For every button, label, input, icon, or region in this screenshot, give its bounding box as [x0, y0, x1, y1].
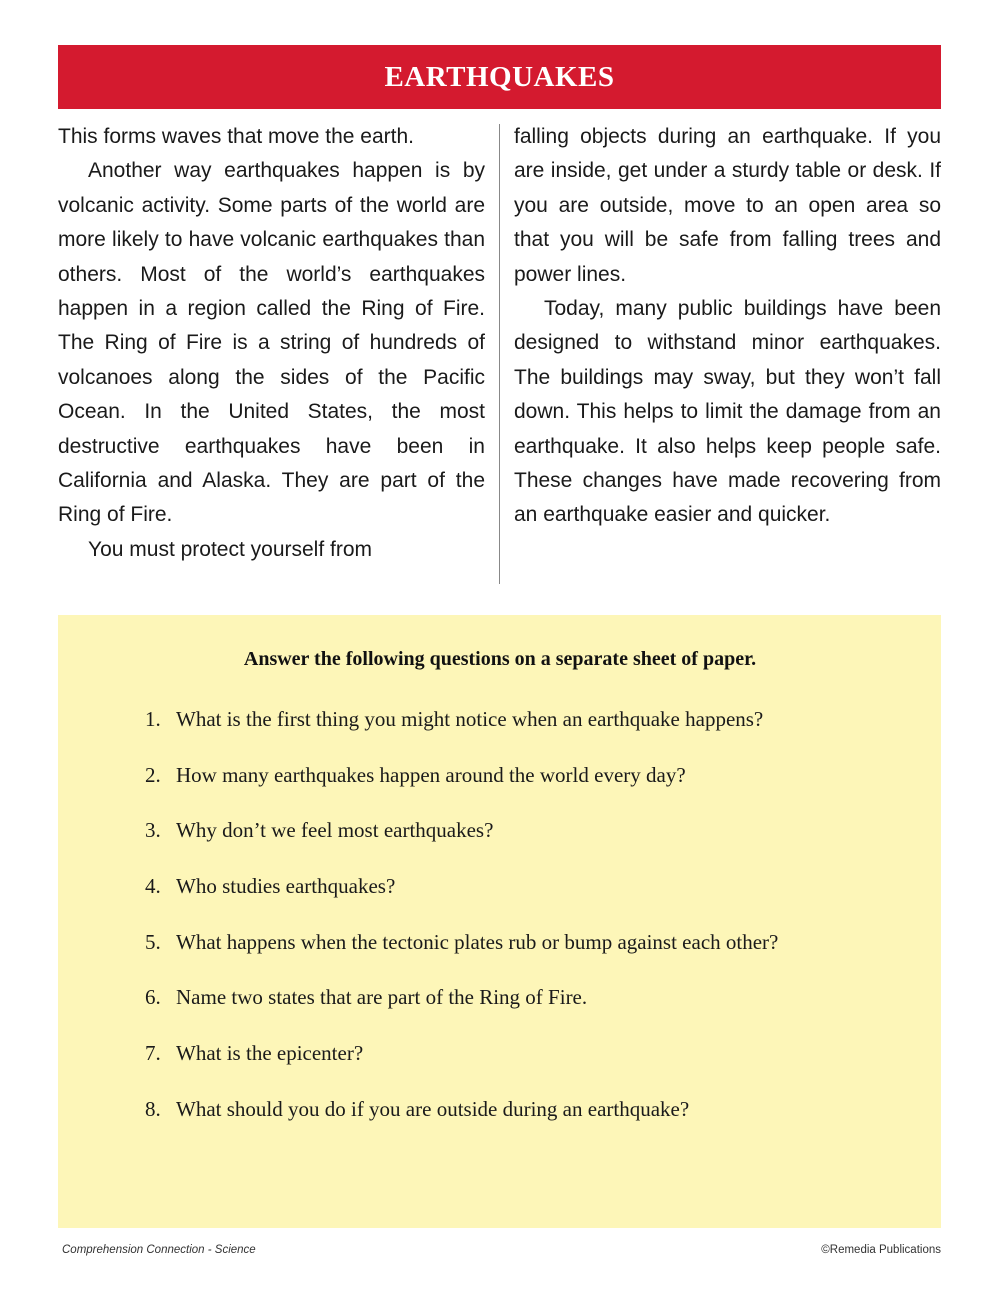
question-number: 7.: [145, 1041, 161, 1066]
question-item: [145, 867, 778, 923]
question-number: 4.: [145, 874, 161, 899]
paragraph: falling objects during an earthquake. If you are inside, get under a sturdy table or desk. If you are outside, move to an open area so that you will be safe from falling trees and power lines.: [514, 125, 941, 286]
footer-copyright: ©Remedia Publications: [821, 1244, 941, 1256]
question-number: 8.: [145, 1096, 161, 1121]
column-divider: [499, 124, 500, 584]
question-number: 2.: [145, 762, 161, 787]
question-text: What is the first thing you might notice when an earthquake happens?: [176, 707, 764, 731]
question-text: What happens when the tectonic plates rub or bump against each other?: [176, 929, 779, 954]
question-number: 5.: [145, 929, 161, 954]
paragraph: Today, many public buildings have been designed to withstand minor earthquakes. The buildings may sway, but they won’t fall down. This helps to limit the damage from an earthquake. It also helps keep people safe. These changes have made recovering from an earthquake easier and quicker.: [514, 297, 941, 527]
footer-series: Comprehension Connection - Science: [62, 1244, 256, 1256]
left-column: [58, 120, 485, 567]
paragraph: This forms waves that move the earth.: [58, 125, 414, 148]
question-item: [145, 1090, 778, 1146]
page-title: EARTHQUAKES: [384, 60, 615, 93]
paragraph: Another way earthquakes happen is by volcanic activity. Some parts of the world are more likely to have volcanic earthquakes than others. Most of the world’s earthquakes happen in a region called the Ring of Fire. The Ring of Fire is a string of hundreds of volcanoes along the sides of the Pacific Ocean. In the United States, the most destructive earthquakes have been in California and Alaska. They are part of the Ring of Fire.: [58, 159, 485, 527]
question-text: Why don’t we feel most earthquakes?: [176, 818, 494, 843]
question-text: Name two states that are part of the Ring of Fire.: [176, 985, 588, 1010]
questions-list: [145, 700, 778, 1146]
question-text: What is the epicenter?: [176, 1041, 364, 1066]
question-text: Who studies earthquakes?: [176, 874, 396, 899]
question-text: What should you do if you are outside during an earthquake?: [176, 1096, 690, 1121]
questions-heading: Answer the following questions on a separate sheet of paper.: [243, 648, 757, 670]
question-number: 6.: [145, 985, 161, 1010]
question-number: 1.: [145, 707, 161, 731]
question-item: [145, 1034, 778, 1090]
question-text: How many earthquakes happen around the world every day?: [176, 762, 686, 787]
question-item: [145, 978, 778, 1034]
question-item: [145, 811, 778, 867]
paragraph: You must protect yourself from: [88, 537, 373, 561]
question-item: [145, 700, 778, 756]
right-column: [514, 120, 941, 533]
question-item: [145, 923, 778, 979]
question-item: [145, 756, 778, 812]
question-number: 3.: [145, 818, 161, 843]
title-bar: [58, 45, 941, 109]
